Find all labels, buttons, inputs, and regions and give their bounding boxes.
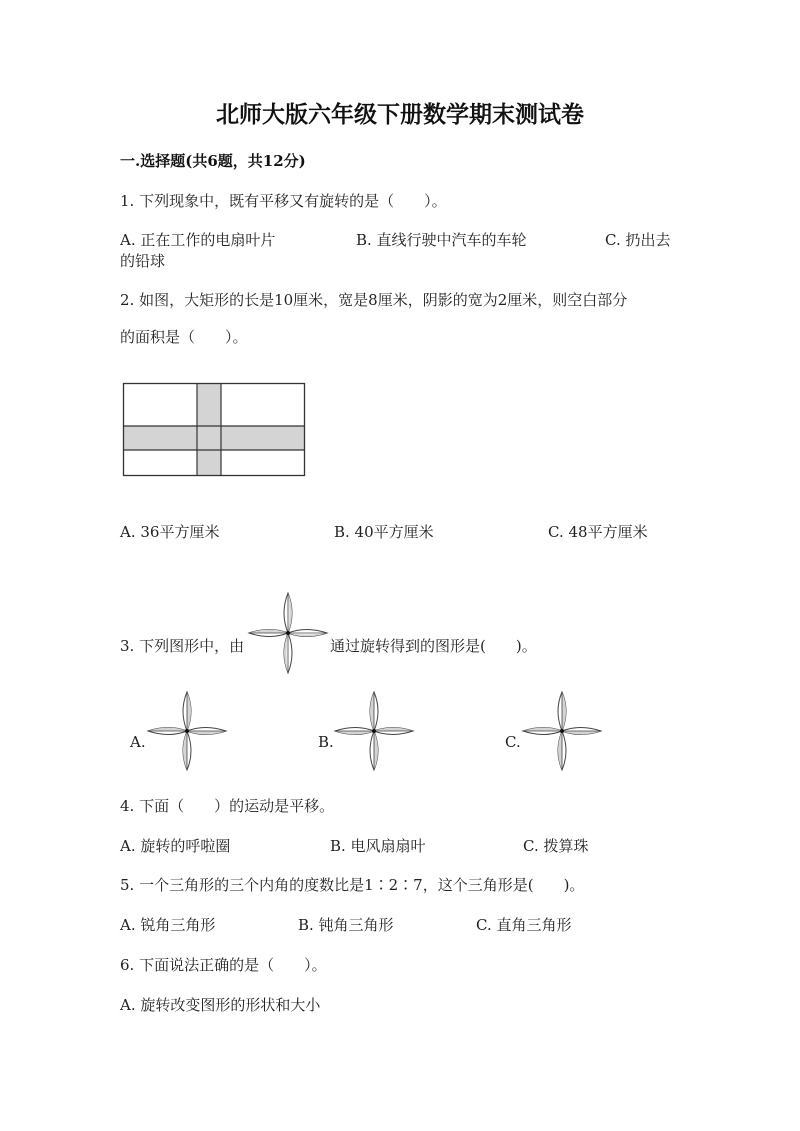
q3-option-c-label: C. (505, 733, 521, 751)
q5-stem: 5. 一个三角形的三个内角的度数比是1∶2∶7，这个三角形是( )。 (120, 876, 585, 894)
q2-option-a: A. 36平方厘米 (120, 523, 220, 541)
q1-option-c: C. 扔出去 (605, 231, 671, 249)
q4-option-c: C. 拨算珠 (523, 837, 589, 855)
flower-option-a-icon (148, 692, 226, 770)
q1-option-b: B. 直线行驶中汽车的车轮 (356, 231, 527, 249)
q1-option-c-cont: 的铅球 (120, 252, 166, 270)
q5-option-b: B. 钝角三角形 (298, 916, 394, 934)
q2-stem-line1: 2. 如图，大矩形的长是10厘米，宽是8厘米，阴影的宽为2厘米，则空白部分 (120, 291, 628, 309)
flower-reference-icon (249, 593, 327, 673)
q3-stem-start: 3. 下列图形中，由 (120, 637, 245, 655)
q4-option-b: B. 电风扇扇叶 (330, 837, 426, 855)
q3-option-b-label: B. (318, 733, 334, 751)
q6-option-a: A. 旋转改变图形的形状和大小 (120, 996, 321, 1014)
q4-stem: 4. 下面（ ）的运动是平移。 (120, 797, 335, 815)
shaded-horizontal-strip (123, 426, 305, 450)
rectangle-figure (123, 383, 305, 476)
page-title: 北师大版六年级下册数学期末测试卷 (216, 101, 584, 128)
q4-option-a: A. 旋转的呼啦圈 (120, 837, 231, 855)
q5-option-a: A. 锐角三角形 (120, 916, 216, 934)
q2-option-c: C. 48平方厘米 (548, 523, 648, 541)
section-heading: 一.选择题(共6题，共12分) (120, 152, 306, 170)
q6-stem: 6. 下面说法正确的是（ ）。 (120, 956, 327, 974)
q2-stem-line2: 的面积是（ ）。 (120, 328, 248, 346)
q5-option-c: C. 直角三角形 (476, 916, 572, 934)
q1-option-a: A. 正在工作的电扇叶片 (120, 231, 276, 249)
flower-option-c-icon (523, 692, 601, 770)
q2-option-b: B. 40平方厘米 (334, 523, 434, 541)
flower-option-b-icon (335, 692, 413, 770)
q3-option-a-label: A. (130, 733, 146, 751)
q1-stem: 1. 下列现象中，既有平移又有旋转的是（ ）。 (120, 192, 447, 210)
q3-stem-end: 通过旋转得到的图形是( )。 (330, 637, 537, 655)
